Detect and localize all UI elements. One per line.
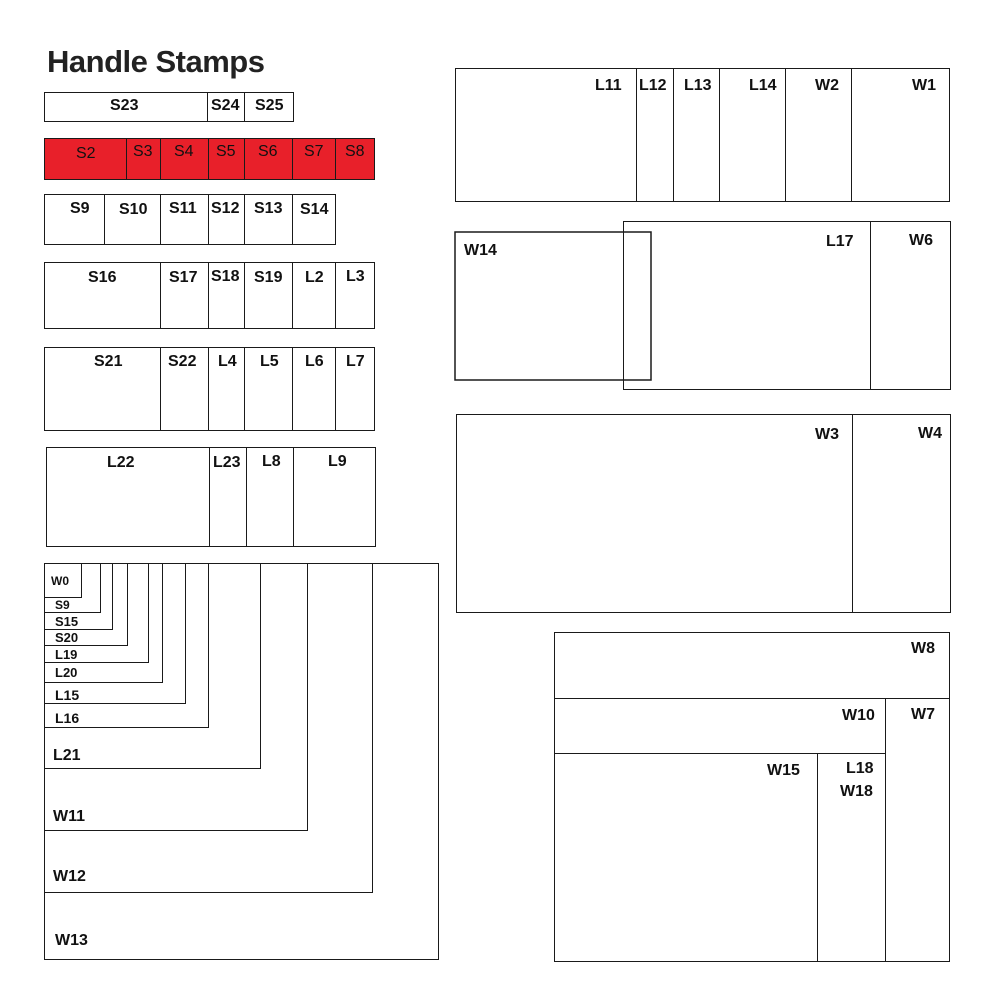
stamp-label: L3 [346,268,365,285]
stamp-label: W1 [912,77,936,94]
stamp-label: L13 [684,77,712,94]
stamp-label: L5 [260,353,279,370]
stamp-label: L12 [639,77,667,94]
stamp-label: L6 [305,353,324,370]
stamp-label: W6 [909,232,933,249]
stamp-label: S10 [119,201,148,218]
stamp-label: S9 [55,598,70,612]
stamp-label: W7 [911,706,935,723]
stamp-w3 [456,414,853,613]
stamp-label: L2 [305,269,324,286]
stamp-label: W10 [842,707,875,724]
stamp-label: S13 [254,200,283,217]
stamp-label: S19 [254,269,283,286]
stamp-label: S4 [174,143,194,160]
stamp-label: W8 [911,640,935,657]
stamp-label: L8 [262,453,281,470]
stamp-w4 [852,414,951,613]
stamp-label: W3 [815,426,839,443]
stamp-label: L21 [53,747,81,764]
stamp-label: S9 [70,200,90,217]
stamp-label: S3 [133,143,153,160]
stamp-label: L14 [749,77,777,94]
stamp-label: L23 [213,454,241,471]
stamp-label: L16 [55,710,80,726]
stamp-label: W13 [55,932,88,949]
stamp-label: L7 [346,353,365,370]
stamp-label: W14 [464,242,497,259]
stamp-label: S24 [211,97,240,114]
stamp-label: S22 [168,353,197,370]
stamp-label: L19 [55,647,78,662]
stamp-w10 [554,698,886,755]
stamp-label: L9 [328,453,347,470]
stamp-label: S16 [88,269,117,286]
stamp-label: S11 [169,200,197,217]
stamp-label: W12 [53,868,86,885]
stamp-label: L11 [595,77,622,94]
stamp-w7 [885,698,950,962]
stamp-label: L15 [55,687,80,703]
stamp-label: L18 [846,760,874,777]
stamp-label: W15 [767,762,800,779]
stamp-label: L4 [218,353,237,370]
stamp-label: S5 [216,143,236,160]
stamp-label: L17 [826,233,854,250]
stamp-label: S21 [94,353,123,370]
page-title: Handle Stamps [47,44,265,79]
stamp-w15 [554,753,818,962]
stamp-label: S20 [55,630,79,645]
stamp-label: W11 [53,808,86,825]
stamp-label: W4 [918,425,942,442]
stamp-label: S6 [258,143,278,160]
stamp-label: W2 [815,77,839,94]
stamp-label: S14 [300,201,329,218]
stamp-label: S8 [345,143,365,160]
stamp-label: S7 [304,143,324,160]
stamp-label: S25 [255,97,284,114]
stamp-label: W0 [51,574,69,588]
stamp-label: S15 [55,614,79,629]
stamp-label: S17 [169,269,198,286]
stamp-label: S12 [211,200,240,217]
stamp-label: L20 [55,665,78,680]
stamp-label: S23 [110,97,139,114]
stamp-label: S2 [76,145,96,162]
stamp-w8 [554,632,950,699]
stamp-label: S18 [211,268,240,285]
stamp-label: W18 [840,783,873,800]
stamp-label: L22 [107,454,135,471]
